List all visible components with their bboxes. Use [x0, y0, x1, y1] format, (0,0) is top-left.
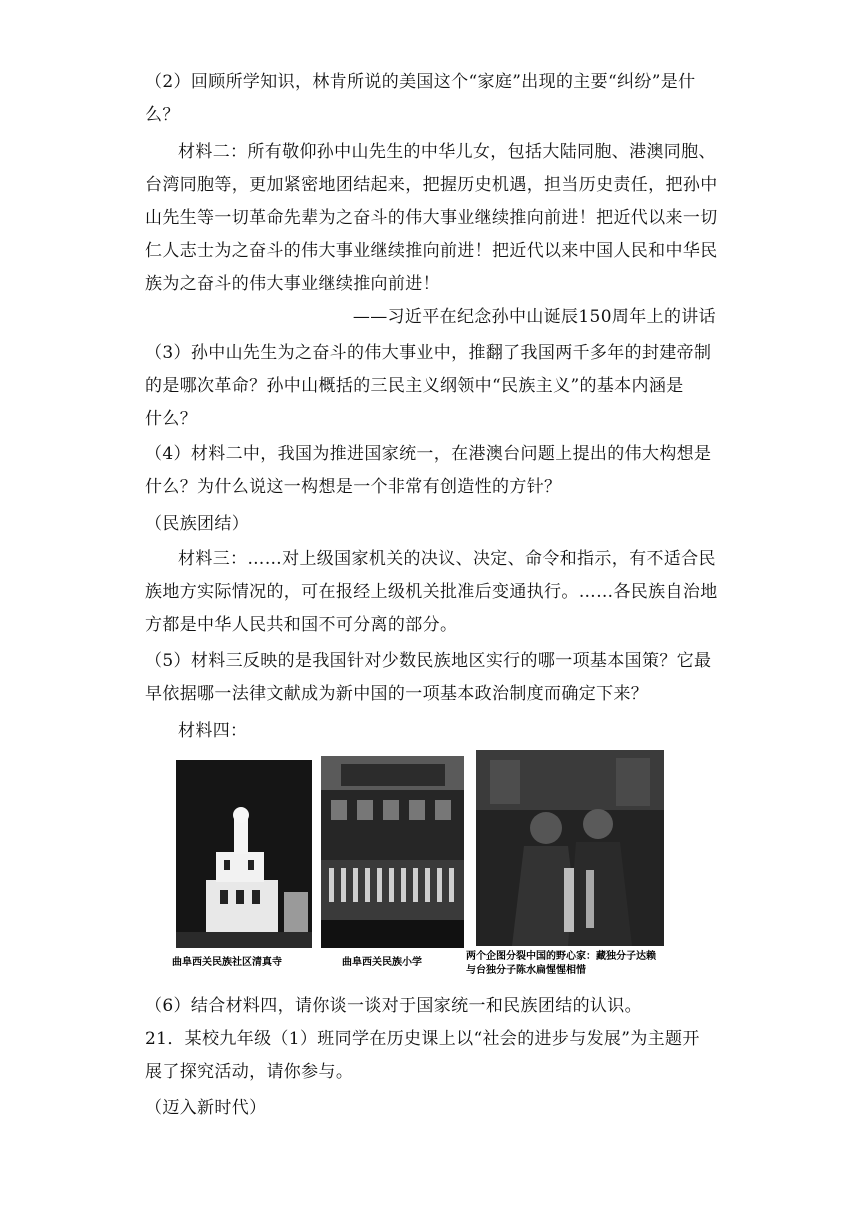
material-2-line-2: 台湾同胞等，更加紧密地团结起来，把握历史机遇，担当历史责任，把孙中	[145, 175, 718, 195]
question-5-line-2: 早依据哪一法律文献成为新中国的一项基本政治制度而确定下来？	[145, 684, 649, 704]
question-4-line-2: 什么？为什么说这一构想是一个非常有创造性的方针？	[145, 477, 562, 497]
question-21-line-1: 21．某校九年级（1）班同学在历史课上以“社会的进步与发展”为主题开	[145, 1029, 700, 1049]
mosque-illustration	[176, 760, 312, 948]
question-6: （6）结合材料四，请你谈一谈对于国家统一和民族团结的认识。	[145, 996, 642, 1016]
question-4-line-1: （4）材料二中，我国为推进国家统一，在港澳台问题上提出的伟大构想是	[145, 444, 712, 464]
mosque-photo	[176, 760, 312, 948]
section-heading-unity: （民族团结）	[145, 514, 250, 534]
section-heading-new-era: （迈入新时代）	[145, 1098, 267, 1118]
question-2-line-2: 么？	[145, 105, 180, 125]
material-3-line-3: 方都是中华人民共和国不可分离的部分。	[145, 615, 458, 635]
material-3-line-1: 材料三：……对上级国家机关的决议、决定、命令和指示，有不适合民	[178, 549, 716, 569]
figure-caption-separatists-line-1: 两个企图分裂中国的野心家：藏独分子达赖	[466, 951, 656, 962]
two-figures-photo	[476, 750, 664, 946]
question-2-line-1: （2）回顾所学知识，林肯所说的美国这个“家庭”出现的主要“纠纷”是什	[145, 72, 696, 92]
material-4-label: 材料四：	[178, 721, 248, 741]
figure-caption-mosque: 曲阜西关民族社区清真寺	[172, 957, 282, 968]
figure-caption-separatists-line-2: 与台独分子陈水扁惺惺相惜	[466, 965, 586, 976]
material-2-line-3: 山先生等一切革命先辈为之奋斗的伟大事业继续推向前进！把近代以来一切	[145, 208, 718, 228]
question-3-line-2: 的是哪次革命？孙中山概括的三民主义纲领中“民族主义”的基本内涵是	[145, 376, 684, 396]
material-3-line-2: 族地方实际情况的，可在报经上级机关批准后变通执行。……各民族自治地	[145, 582, 718, 602]
material-2-line-5: 族为之奋斗的伟大事业继续推向前进！	[145, 274, 440, 294]
school-illustration	[321, 756, 464, 948]
material-2-source: ——习近平在纪念孙中山诞辰150周年上的讲话	[352, 307, 716, 327]
material-2-line-1: 材料二：所有敬仰孙中山先生的中华儿女，包括大陆同胞、港澳同胞、	[178, 142, 716, 162]
two-figures-illustration	[476, 750, 664, 946]
school-photo	[321, 756, 464, 948]
material-2-line-4: 仁人志士为之奋斗的伟大事业继续推向前进！把近代以来中国人民和中华民	[145, 241, 718, 261]
figure-caption-school: 曲阜西关民族小学	[342, 957, 422, 968]
question-3-line-1: （3）孙中山先生为之奋斗的伟大事业中，推翻了我国两千多年的封建帝制	[145, 343, 712, 363]
question-3-line-3: 什么？	[145, 409, 198, 429]
question-21-line-2: 展了探究活动，请你参与。	[145, 1062, 354, 1082]
question-5-line-1: （5）材料三反映的是我国针对少数民族地区实行的哪一项基本国策？它最	[145, 651, 712, 671]
material-4-figure	[170, 746, 670, 978]
